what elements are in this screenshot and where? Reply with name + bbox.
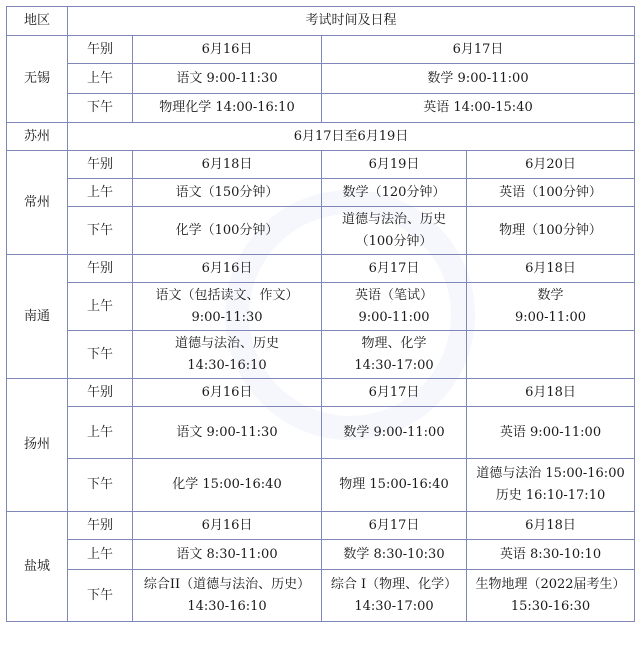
wuxi-session-row (7, 36, 635, 64)
exam-subject: 英语（笔试） (354, 287, 433, 303)
exam-cell: 英语 14:00-15:40 (322, 94, 635, 123)
region-changzhou: 常州 (7, 151, 68, 255)
changzhou-am-row (7, 179, 635, 207)
exam-cell (467, 570, 635, 622)
exam-time: 15:30-16:30 (510, 598, 591, 614)
yangzhou-session-row (7, 379, 635, 407)
exam-cell: 化学（100分钟） (133, 207, 322, 255)
header-row (7, 7, 635, 36)
session-label: 上午 (68, 540, 133, 570)
exam-cell (133, 283, 322, 331)
nantong-pm-row (7, 331, 635, 379)
date-cell: 6月16日 (133, 379, 322, 407)
exam-cell (322, 283, 467, 331)
exam-subject: 语文（包括读文、作文） (155, 287, 299, 303)
exam-time: 14:30-16:10 (187, 357, 267, 373)
exam-subject: 道德与法治、历史 (341, 211, 446, 227)
session-label: 午别 (68, 255, 133, 283)
date-cell: 6月17日 (322, 512, 467, 540)
session-label: 下午 (68, 207, 133, 255)
yancheng-am-row (7, 540, 635, 570)
exam-cell: 化学 15:00-16:40 (133, 459, 322, 512)
exam-time: 9:00-11:00 (358, 309, 430, 325)
date-cell: 6月17日 (322, 255, 467, 283)
changzhou-pm-row (7, 207, 635, 255)
date-cell: 6月19日 (322, 151, 467, 179)
date-cell: 6月20日 (467, 151, 635, 179)
exam-cell (467, 283, 635, 331)
exam-cell (467, 459, 635, 512)
date-cell: 6月18日 (467, 255, 635, 283)
header-schedule: 考试时间及日程 (68, 7, 635, 36)
date-cell: 6月18日 (467, 379, 635, 407)
date-cell: 6月16日 (133, 255, 322, 283)
exam-cell: 数学 9:00-11:00 (322, 64, 635, 94)
exam-cell (133, 570, 322, 622)
session-label: 午别 (68, 379, 133, 407)
exam-cell: 物理（100分钟） (467, 207, 635, 255)
exam-subject: 物理、化学 (361, 335, 427, 351)
exam-subject: 生物地理（2022届考生） (475, 576, 626, 592)
changzhou-session-row (7, 151, 635, 179)
region-wuxi: 无锡 (7, 36, 68, 123)
exam-time: 14:30-17:00 (354, 598, 434, 614)
session-label: 午别 (68, 151, 133, 179)
exam-cell: 语文（150分钟） (133, 179, 322, 207)
date-range-cell: 6月17日至6月19日 (68, 123, 635, 151)
exam-cell: 英语 9:00-11:00 (467, 407, 635, 459)
session-label: 上午 (68, 283, 133, 331)
suzhou-row (7, 123, 635, 151)
exam-schedule-table (6, 6, 635, 622)
date-cell: 6月18日 (467, 512, 635, 540)
session-label: 午别 (68, 512, 133, 540)
header-region: 地区 (7, 7, 68, 36)
region-nantong: 南通 (7, 255, 68, 379)
exam-cell: 物理化学 14:00-16:10 (133, 94, 322, 123)
exam-subject: 综合II（道德与法治、历史） (143, 576, 311, 592)
nantong-am-row (7, 283, 635, 331)
empty-cell (467, 331, 635, 379)
session-label: 午别 (68, 36, 133, 64)
exam-cell (322, 207, 467, 255)
region-yancheng: 盐城 (7, 512, 68, 622)
date-cell: 6月16日 (133, 512, 322, 540)
wuxi-am-row (7, 64, 635, 94)
exam-line: 历史 16:10-17:10 (495, 488, 606, 503)
date-cell: 6月17日 (322, 379, 467, 407)
exam-duration: （100分钟） (355, 233, 433, 249)
exam-time: 14:30-17:00 (354, 357, 434, 373)
nantong-session-row (7, 255, 635, 283)
exam-time: 9:00-11:00 (514, 309, 587, 325)
exam-subject: 道德与法治、历史 (174, 335, 279, 351)
session-label: 上午 (68, 64, 133, 94)
date-cell: 6月17日 (322, 36, 635, 64)
exam-cell: 数学 9:00-11:00 (322, 407, 467, 459)
exam-cell (322, 331, 467, 379)
exam-cell: 语文 9:00-11:30 (133, 64, 322, 94)
session-label: 下午 (68, 331, 133, 379)
exam-subject: 数学 (537, 287, 564, 303)
yangzhou-am-row (7, 407, 635, 459)
session-label: 下午 (68, 459, 133, 512)
exam-cell: 语文 8:30-11:00 (133, 540, 322, 570)
exam-subject: 综合 I（物理、化学） (330, 576, 458, 592)
exam-cell: 英语 8:30-10:10 (467, 540, 635, 570)
session-label: 下午 (68, 570, 133, 622)
exam-cell: 数学 8:30-10:30 (322, 540, 467, 570)
date-cell: 6月16日 (133, 36, 322, 64)
wuxi-pm-row (7, 94, 635, 123)
region-yangzhou: 扬州 (7, 379, 68, 512)
session-label: 下午 (68, 94, 133, 123)
exam-cell (322, 570, 467, 622)
yangzhou-pm-row (7, 459, 635, 512)
date-cell: 6月18日 (133, 151, 322, 179)
yancheng-session-row (7, 512, 635, 540)
exam-cell: 数学（120分钟） (322, 179, 467, 207)
session-label: 上午 (68, 179, 133, 207)
exam-cell (133, 331, 322, 379)
region-suzhou: 苏州 (7, 123, 68, 151)
exam-cell: 物理 15:00-16:40 (322, 459, 467, 512)
exam-cell: 语文 9:00-11:30 (133, 407, 322, 459)
yancheng-pm-row (7, 570, 635, 622)
exam-time: 9:00-11:30 (191, 309, 263, 325)
exam-time: 14:30-16:10 (187, 598, 267, 614)
session-label: 上午 (68, 407, 133, 459)
exam-line: 道德与法治 15:00-16:00 (476, 466, 625, 481)
exam-cell: 英语（100分钟） (467, 179, 635, 207)
